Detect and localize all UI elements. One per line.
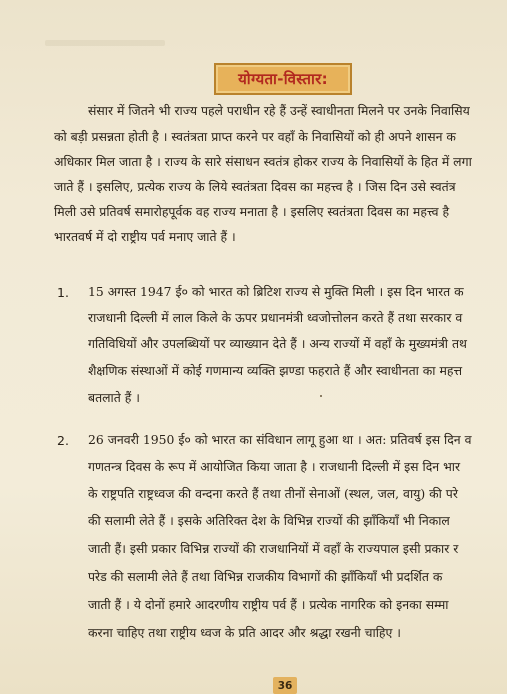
intro-line-3: अधिकार मिल जाता है । राज्य के सारे संसाधन स्वतंत्र होकर राज्य के निवासियों के हित में लगा [54,154,472,169]
item-1-number: 1. [57,285,69,300]
intro-line-1: संसार में जितने भी राज्य पहले पराधीन रहे हैं उन्हें स्वाधीनता मिलने पर उनके निवासिय [88,103,470,118]
item-1-line-3: गतिविधियों और उपलब्धियों पर व्याख्यान देते हैं । अन्य राज्यों में वहाँ के मुख्यमंत्री तथ [88,336,467,351]
item-1-line-4: शैक्षणिक संस्थाओं में कोई गणमान्य व्यक्ति झण्डा फहराते हैं और स्वाधीनता का महत्त [88,363,463,378]
item-2-number: 2. [57,433,69,448]
page-number: 36 [273,677,297,694]
item-1-line-2: राजधानी दिल्ली में लाल किले के ऊपर प्रधानमंत्री ध्वजोत्तोलन करते हैं तथा सरकार व [88,310,463,325]
bleed-through-text [45,40,165,46]
print-speck [320,395,322,397]
item-2-line-2: गणतन्त्र दिवस के रूप में आयोजित किया जाता है । राजधानी दिल्ली में इस दिन भार [88,459,461,474]
item-2-line-5: जाती हैं। इसी प्रकार विभिन्न राज्यों की राजधानियों में वहाँ के राज्यपाल इसी प्रकार र [88,541,459,556]
intro-line-5: मिली उसे प्रतिवर्ष समारोहपूर्वक वह राज्य मनाता है । इसलिए स्वतंत्रता दिवस का महत्त्व है [54,204,450,219]
intro-line-6: भारतवर्ष में दो राष्ट्रीय पर्व मनाए जाते हैं । [54,229,236,244]
item-2-line-1: 26 जनवरी 1950 ई० को भारत का संविधान लागू हुआ था । अत: प्रतिवर्ष इस दिन व [88,432,472,447]
item-2-line-3: के राष्ट्रपति राष्ट्रध्वज की वन्दना करते हैं तथा तीनों सेनाओं (स्थल, जल, वायु) की परे [88,486,458,501]
intro-line-4: जाते हैं । इसलिए, प्रत्येक राज्य के लिये स्वतंत्रता दिवस का महत्त्व है । जिस दिन उसे स्वतंत्र [54,179,456,194]
section-heading: योग्यता-विस्तार: [214,63,352,95]
item-1-line-1: 15 अगस्त 1947 ई० को भारत को ब्रिटिश राज्य से मुक्ति मिली । इस दिन भारत क [88,284,464,299]
item-2-line-7: जाती हैं । ये दोनों हमारे आदरणीय राष्ट्रीय पर्व हैं । प्रत्येक नागरिक को इनका सम्मा [88,597,449,612]
item-1-line-5: बतलाते हैं । [88,390,140,405]
item-2-line-4: की सलामी लेते हैं । इसके अतिरिक्त देश के विभिन्न राज्यों की झाँकियाँ भी निकाल [88,513,450,528]
intro-line-2: को बड़ी प्रसन्नता होती है । स्वतंत्रता प्राप्त करने पर वहाँ के निवासियों को ही अपने शासन क [54,129,456,144]
item-2-line-8: करना चाहिए तथा राष्ट्रीय ध्वज के प्रति आदर और श्रद्धा रखनी चाहिए । [88,625,401,640]
item-2-line-6: परेड की सलामी लेते हैं तथा विभिन्न राजकीय विभागों की झाँकियाँ भी प्रदर्शित क [88,569,443,584]
